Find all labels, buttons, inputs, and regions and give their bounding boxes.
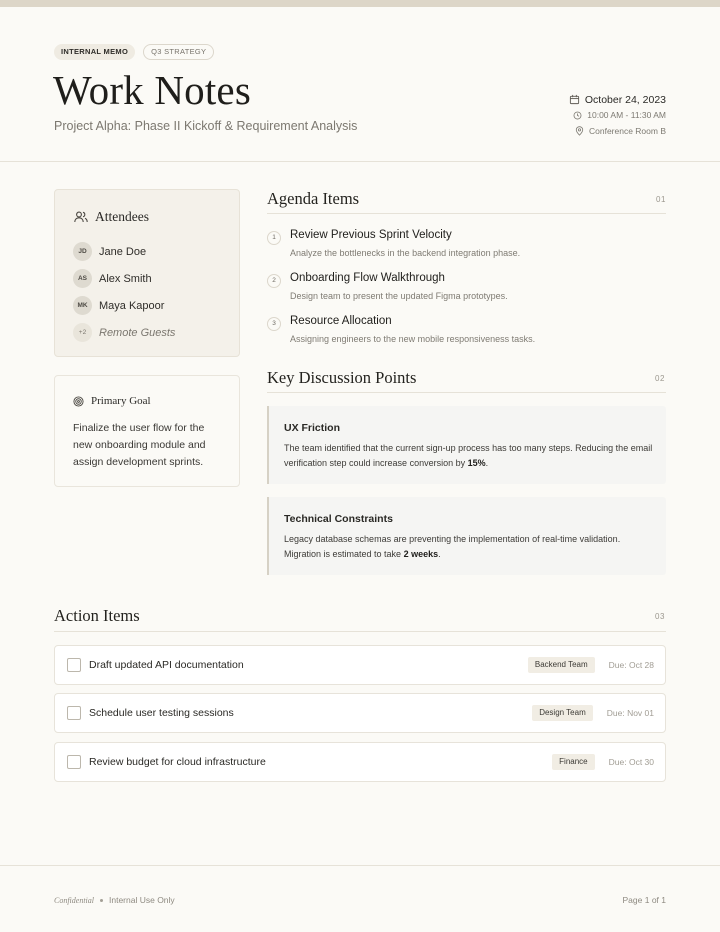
action-items-divider [54,631,666,632]
meeting-location [569,124,666,138]
internal-use-label: Internal Use Only [109,895,175,905]
due-date: Due: Oct 28 [608,660,654,670]
discussion-divider [267,392,666,393]
action-item-meta [532,705,654,721]
location-pin-icon [575,126,584,136]
action-item-meta [528,657,654,673]
action-item-task: Review budget for cloud infrastructure [89,756,266,768]
agenda-item-description: Analyze the bottlenecks in the backend integration phase. [290,248,521,258]
page-number: Page 1 of 1 [622,895,666,905]
tag-q3-strategy: Q3 STRATEGY [143,44,214,60]
meeting-meta [569,92,666,138]
page-title: Work Notes [53,67,251,113]
agenda-item [267,229,666,272]
attendee-item [73,238,175,265]
team-badge: Design Team [532,705,593,721]
agenda-item-title: Resource Allocation [290,315,392,327]
avatar: MK [73,296,92,315]
meeting-date-text: October 24, 2023 [584,93,666,106]
discussion-point-title: UX Friction [284,422,341,434]
avatar-count: +2 [73,323,92,342]
due-date: Due: Nov 01 [606,708,654,718]
agenda-item-title: Review Previous Sprint Velocity [290,229,452,241]
discussion-section-number: 02 [655,374,665,383]
agenda-item-title: Onboarding Flow Walkthrough [290,272,445,284]
attendees-card [54,189,240,357]
tag-list [54,44,214,60]
agenda-item-description: Assigning engineers to the new mobile responsiveness tasks. [290,334,536,344]
team-badge: Backend Team [528,657,595,673]
action-items-heading: Action Items [54,606,140,625]
attendee-name: Remote Guests [99,326,176,339]
team-badge: Finance [552,754,594,770]
agenda-list [267,229,666,358]
discussion-point-text [284,441,656,471]
task-checkbox[interactable] [67,706,81,720]
discussion-text-part: The team identified that the current sign-up process has too many steps. Reducing the email verification step could increase conversion by [284,443,653,468]
page-footer [0,865,720,932]
action-item-row [54,645,666,685]
agenda-heading: Agenda Items [267,189,360,208]
due-date: Due: Oct 30 [608,757,654,767]
discussion-highlight: 2 weeks [403,549,439,559]
task-checkbox[interactable] [67,658,81,672]
task-checkbox[interactable] [67,755,81,769]
action-item-row [54,742,666,782]
primary-goal-heading-label: Primary Goal [91,395,151,407]
separator-dot [100,899,103,902]
action-item-meta [552,754,654,770]
calendar-icon [569,94,580,105]
meeting-time [569,108,666,122]
clock-icon [573,111,582,120]
agenda-section-number: 01 [656,195,666,204]
agenda-item-number: 3 [267,317,281,331]
discussion-point [267,406,666,484]
attendee-item [73,292,175,319]
discussion-point [267,497,666,575]
attendees-heading [74,209,149,225]
page-header [0,7,720,162]
agenda-item-number: 2 [267,274,281,288]
action-item-task: Schedule user testing sessions [89,707,234,719]
agenda-item-number: 1 [267,231,281,245]
agenda-item [267,272,666,315]
attendee-name: Maya Kapoor [99,299,165,312]
top-accent-bar [0,0,720,7]
discussion-point-title: Technical Constraints [284,513,393,525]
attendee-item-remote [73,319,175,346]
attendees-heading-label: Attendees [95,209,149,224]
discussion-text-part: . [485,458,489,468]
avatar: AS [73,269,92,288]
action-item-row [54,693,666,733]
primary-goal-heading [73,395,151,407]
primary-goal-text: Finalize the user flow for the new onboarding module and assign development sprints. [73,422,206,468]
meeting-time-text: 10:00 AM - 11:30 AM [587,110,666,120]
discussion-point-text [284,532,656,562]
footer-classification [54,895,175,905]
target-icon [73,396,84,407]
agenda-item [267,315,666,358]
discussion-highlight: 15% [467,458,486,468]
agenda-item-description: Design team to present the updated Figma prototypes. [290,291,508,301]
attendee-name: Jane Doe [99,245,147,258]
meeting-location-text: Conference Room B [588,126,666,136]
tag-internal-memo: INTERNAL MEMO [54,44,135,60]
discussion-text-part: . [438,549,441,559]
action-item-task: Draft updated API documentation [89,659,244,671]
avatar: JD [73,242,92,261]
attendee-name: Alex Smith [99,272,152,285]
primary-goal-card [54,375,240,487]
meeting-date [569,92,666,107]
confidential-label: Confidential [54,895,94,905]
users-icon [74,211,88,223]
agenda-divider [267,213,666,214]
discussion-heading: Key Discussion Points [267,368,417,387]
attendee-item [73,265,175,292]
attendee-list [73,238,175,346]
discussion-text-part: Legacy database schemas are preventing the implementation of real-time validation. Migration is estimated to take [284,534,621,559]
page-subtitle: Project Alpha: Phase II Kickoff & Requirement Analysis [54,119,358,133]
action-items-section-number: 03 [655,612,665,621]
